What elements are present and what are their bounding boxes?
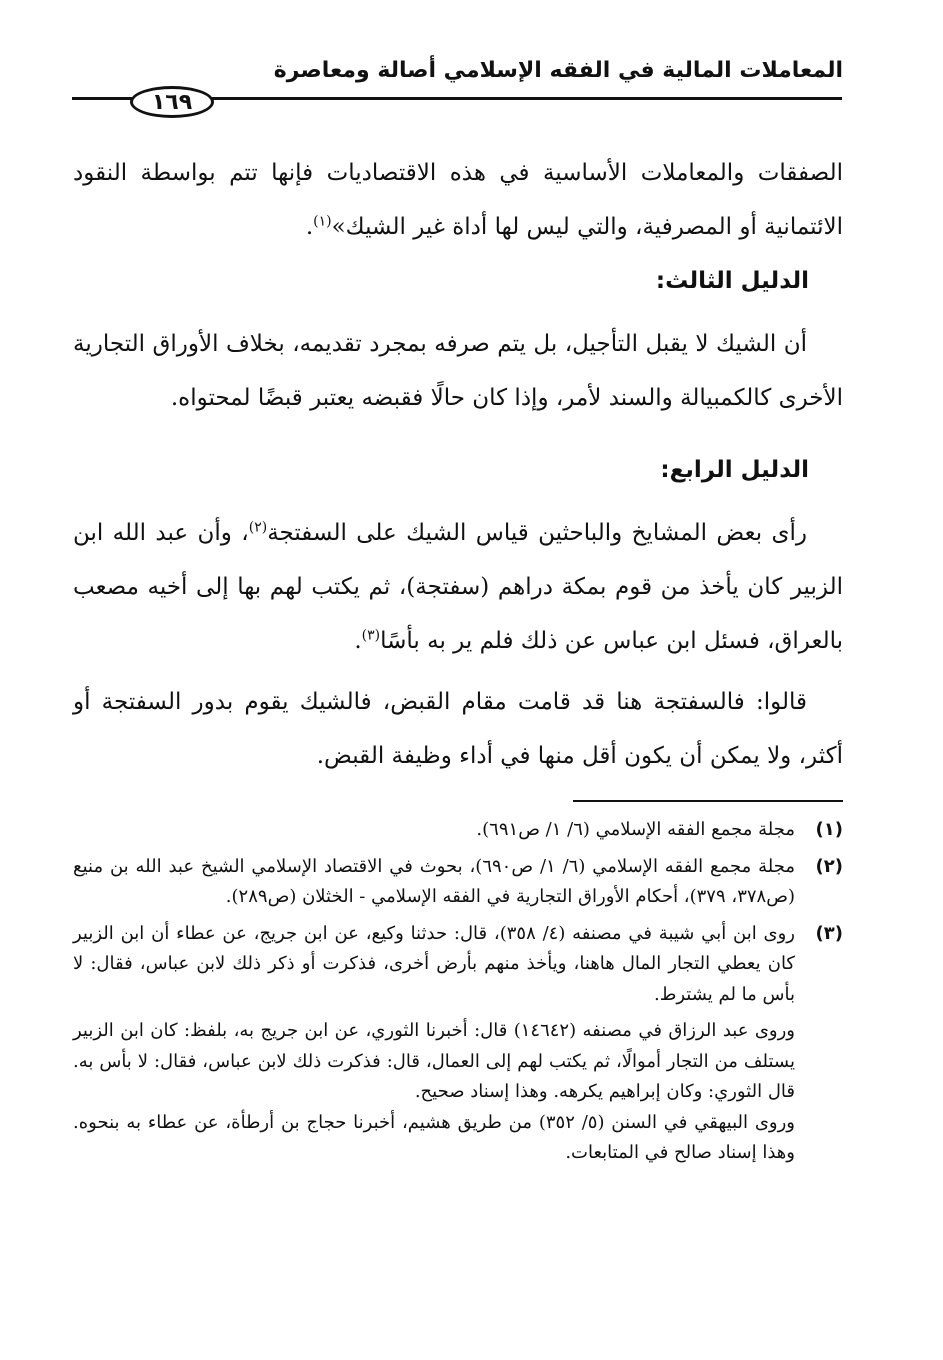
paragraph-3-text-a: رأى بعض المشايخ والباحثين قياس الشيك على السفتجة bbox=[267, 520, 807, 546]
page-number: ١٦٩ bbox=[130, 86, 214, 118]
footnote-1 bbox=[73, 815, 843, 846]
paragraph-3-end: . bbox=[354, 628, 362, 654]
footnote-3-continuation-2: وروى البيهقي في السنن (٥/ ٣٥٢) من طريق هشيم، أخبرنا حجاج بن أرطأة، عن عطاء به بنحوه. وهذا إسناد صالح في المتابعات. bbox=[73, 1111, 795, 1163]
footnote-text: مجلة مجمع الفقه الإسلامي (٦/ ١/ ص٦٩٠)، بحوث في الاقتصاد الإسلامي الشيخ عبد الله بن منيع (ص٣٧٨، ٣٧٩)، أحكام الأوراق التجارية في الفقه الإسلامي - الخثلان (ص٢٨٩). bbox=[73, 855, 795, 907]
footnote-3 bbox=[73, 919, 843, 1011]
footnote-ref-2: (٢) bbox=[248, 519, 268, 536]
footnote-text: مجلة مجمع الفقه الإسلامي (٦/ ١/ ص٦٩١). bbox=[476, 819, 795, 840]
paragraph-1-text: الصفقات والمعاملات الأساسية في هذه الاقتصاديات فإنها تتم بواسطة النقود الائتمانية أو المصرفية، والتي ليس لها أداة غير الشيك» bbox=[73, 160, 843, 240]
footnote-2 bbox=[73, 852, 843, 913]
heading-third-evidence: الدليل الثالث: bbox=[655, 268, 809, 294]
paragraph-1-end: . bbox=[305, 214, 314, 240]
paragraph-3-text-b: ، وأن عبد الله ابن الزبير كان يأخذ من قوم بمكة دراهم (سفتجة)، ثم يكتب لهم بها إلى أخيه مصعب بالعراق، فسئل ابن عباس عن ذلك فلم ير به بأسًا bbox=[73, 520, 843, 654]
paragraph-4: قالوا: فالسفتجة هنا قد قامت مقام القبض، فالشيك يقوم بدور السفتجة أو أكثر، ولا يمكن أن يكون أقل منها في أداء وظيفة القبض. bbox=[73, 689, 843, 769]
footnote-ref-3: (٣) bbox=[361, 627, 381, 644]
footnote-3-continuation-1: وروى عبد الرزاق في مصنفه (١٤٦٤٢) قال: أخبرنا الثوري، عن ابن جريج به، بلفظ: كان ابن الزبير يستلف من التجار أموالًا، ثم يكتب لهم إلى العمال، قال: فذكرت ذلك لابن عباس، فقال: لا بأس به. قال الثوري: وكان إبراهيم يكرهه. وهذا إسناد صحيح. bbox=[73, 1020, 795, 1102]
footnote-separator bbox=[573, 800, 843, 802]
footnote-ref-1: (١) bbox=[313, 213, 332, 230]
footnote-number: (٣) bbox=[815, 922, 843, 944]
footnote-number: (٢) bbox=[815, 855, 843, 877]
paragraph-1 bbox=[73, 146, 843, 254]
footnote-number: (١) bbox=[815, 819, 843, 840]
heading-fourth-evidence: الدليل الرابع: bbox=[660, 457, 809, 483]
footnotes bbox=[73, 815, 843, 1169]
paragraph-2: أن الشيك لا يقبل التأجيل، بل يتم صرفه بمجرد تقديمه، بخلاف الأوراق التجارية الأخرى كالكمبيالة والسند لأمر، وإذا كان حالًا فقبضه يعتبر قبضًا لمحتواه. bbox=[73, 331, 843, 411]
running-header-title: المعاملات المالية في الفقه الإسلامي أصالة ومعاصرة bbox=[273, 58, 843, 83]
footnote-text: روى ابن أبي شيبة في مصنفه (٤/ ٣٥٨)، قال: حدثنا وكيع، عن ابن جريج، عن عطاء أن ابن الزبير كان يعطي التجار المال هاهنا، ويأخذ منهم بأرض أخرى، فذكرت أو ذكر ذلك لابن عباس، فقال: لا بأس ما لم يشترط. bbox=[73, 922, 795, 1005]
paragraph-3 bbox=[73, 506, 843, 668]
